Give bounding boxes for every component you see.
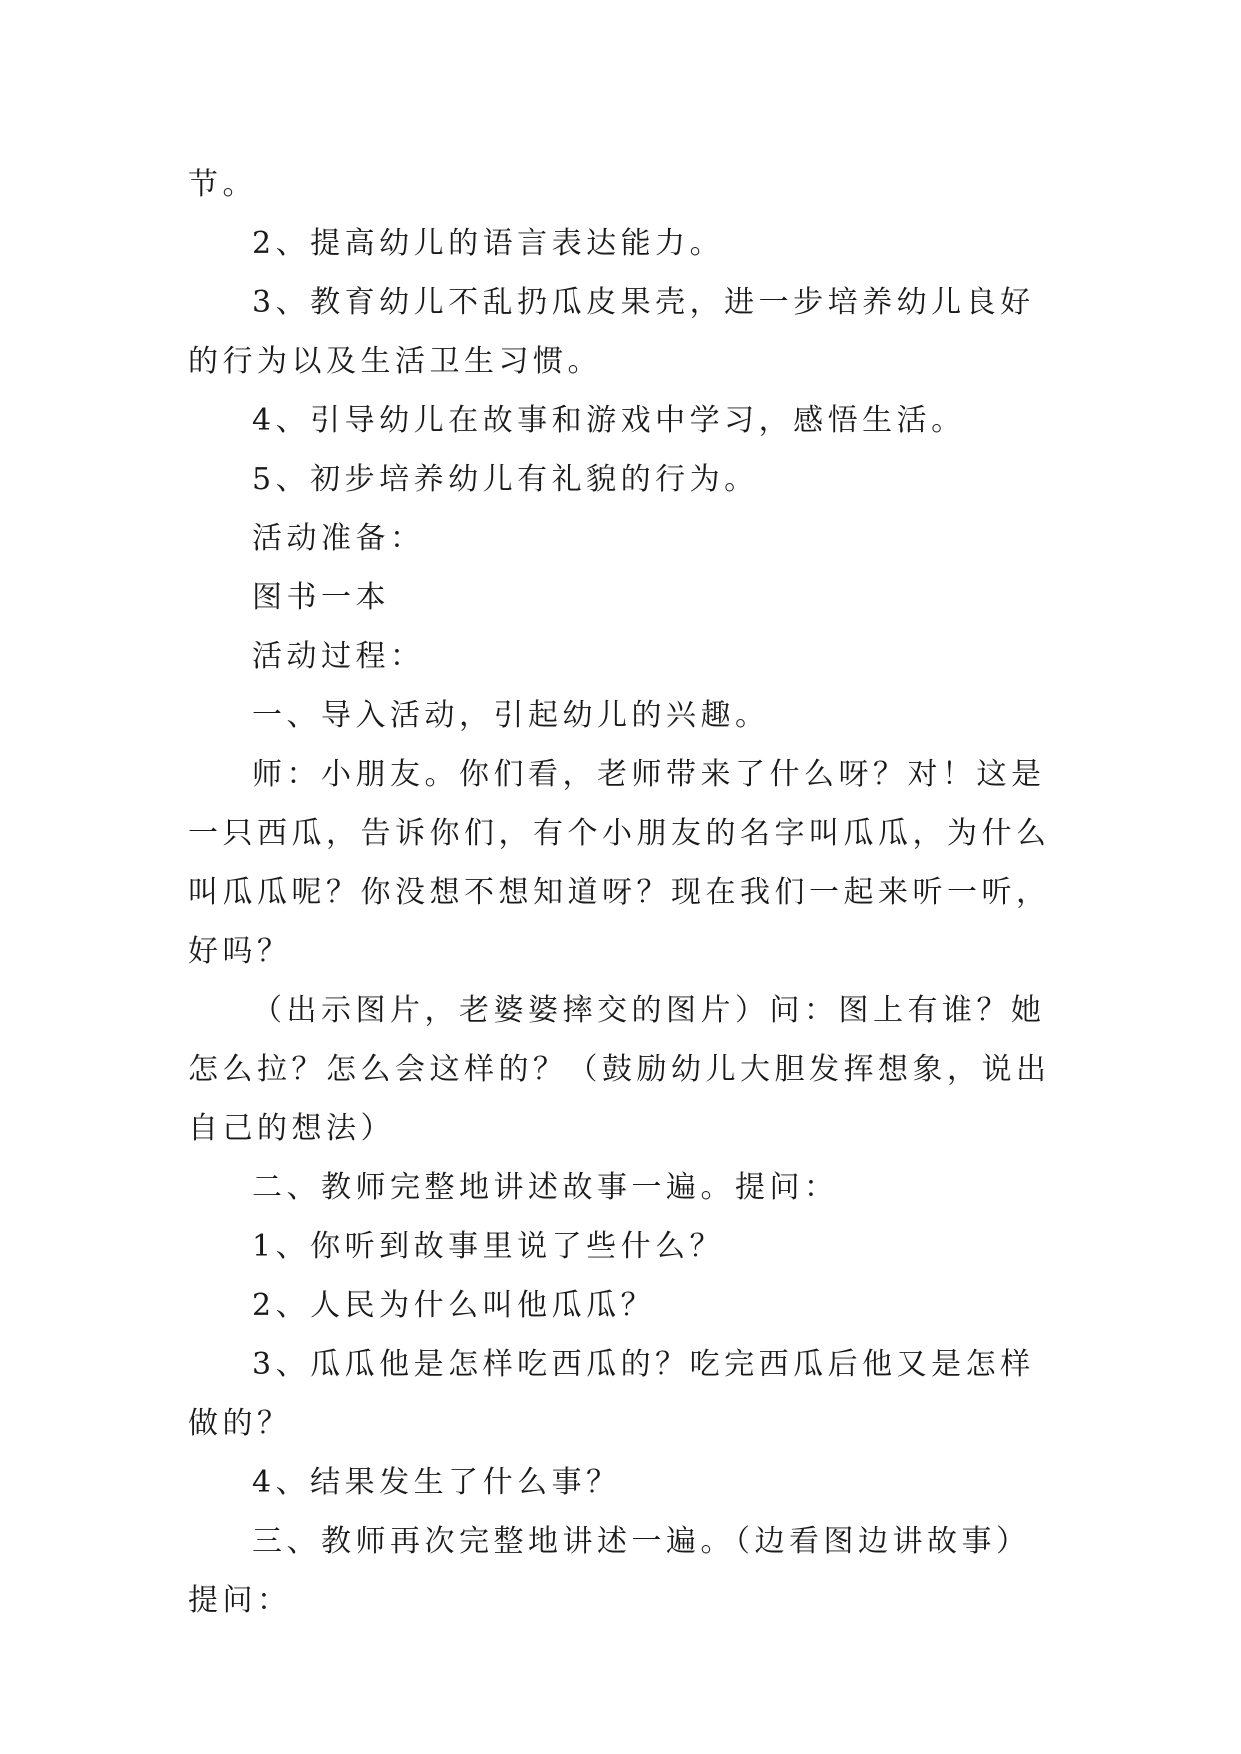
paragraph-question-2: 2、人民为什么叫他瓜瓜？ — [252, 1288, 656, 1323]
paragraph-4: 4、引导幼儿在故事和游戏中学习，感悟生活。 — [252, 403, 966, 438]
paragraph-3: 3、教育幼儿不乱扔瓜皮果壳，进一步培养幼儿良好的行为以及生活卫生习惯。 — [188, 285, 1035, 379]
paragraph-picture-question: （出示图片，老婆婆摔交的图片）问：图上有谁？她怎么拉？怎么会这样的？（鼓励幼儿大胆发挥想象，说出自己的想法） — [188, 993, 1051, 1146]
paragraph-2: 2、提高幼儿的语言表达能力。 — [252, 226, 725, 261]
paragraph-step-1: 一、导入活动，引起幼儿的兴趣。 — [252, 698, 770, 733]
paragraph-question-3: 3、瓜瓜他是怎样吃西瓜的？吃完西瓜后他又是怎样做的？ — [188, 1347, 1035, 1441]
section-heading-process: 活动过程： — [252, 639, 425, 674]
paragraph-question-1: 1、你听到故事里说了些什么？ — [252, 1229, 725, 1264]
paragraph-step-2: 二、教师完整地讲述故事一遍。提问： — [252, 1170, 839, 1205]
paragraph-materials: 图书一本 — [252, 580, 390, 615]
paragraph-question-4: 4、结果发生了什么事？ — [252, 1465, 621, 1500]
paragraph-5: 5、初步培养幼儿有礼貌的行为。 — [252, 462, 759, 497]
document-body — [188, 155, 1058, 1630]
paragraph-1: 节。 — [188, 167, 257, 202]
paragraph-step-3: 三、教师再次完整地讲述一遍。（边看图边讲故事）提问： — [188, 1524, 1031, 1618]
section-heading-preparation: 活动准备： — [252, 521, 425, 556]
paragraph-teacher-dialogue: 师：小朋友。你们看，老师带来了什么呀？对！这是一只西瓜，告诉你们，有个小朋友的名字叫瓜瓜，为什么叫瓜瓜呢？你没想不想知道呀？现在我们一起来听一听，好吗？ — [188, 757, 1051, 969]
